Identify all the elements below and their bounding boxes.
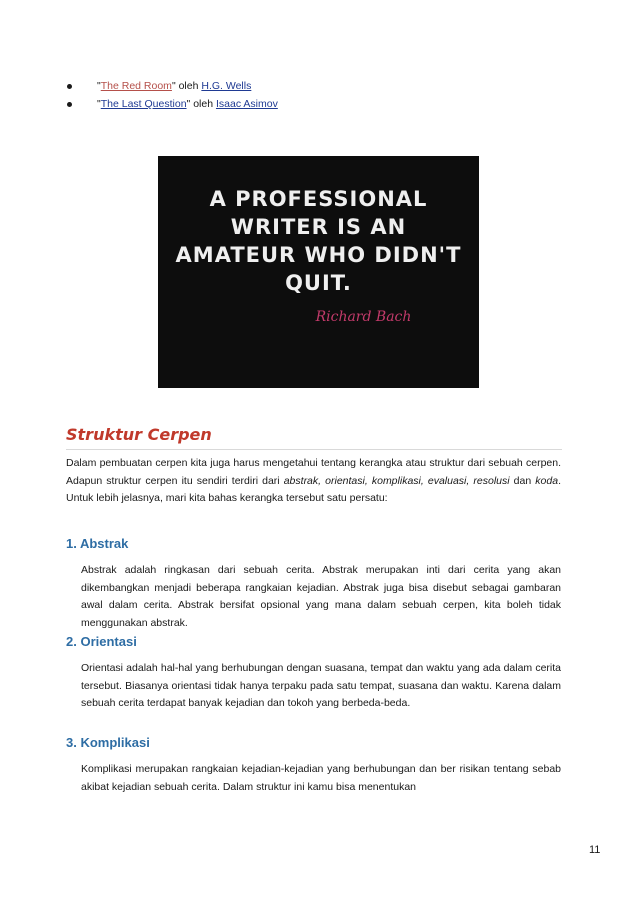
quote-line: WRITER IS AN bbox=[230, 215, 407, 239]
reference-list bbox=[66, 77, 566, 113]
quote-mark: " bbox=[97, 80, 101, 92]
sub-heading-orientasi: 2. Orientasi bbox=[66, 634, 137, 649]
sub-heading-abstrak: 1. Abstrak bbox=[66, 536, 129, 551]
intro-text: . Untuk lebih jelasnya, mari kita bahas kerangka tersebut satu persatu: bbox=[66, 474, 561, 505]
intro-text: dan bbox=[509, 474, 536, 487]
komplikasi-paragraph: Komplikasi merupakan rangkaian kejadian-kejadian yang berhubungan dan ber risikan tentang sebab akibat kejadian sebuah cerita. Dalam struktur ini kamu bisa menentukan bbox=[81, 763, 561, 793]
list-item bbox=[66, 95, 566, 113]
bullet-icon bbox=[67, 102, 72, 107]
bullet-icon bbox=[67, 84, 72, 89]
sub-heading-komplikasi: 3. Komplikasi bbox=[66, 735, 150, 750]
intro-emphasis: abstrak, orientasi, komplikasi, evaluasi, resolusi bbox=[283, 474, 510, 487]
intro-paragraph bbox=[66, 455, 561, 508]
link-hg-wells[interactable]: H.G. Wells bbox=[201, 80, 252, 92]
quote-image bbox=[158, 156, 479, 388]
intro-text: Dalam pembuatan cerpen kita juga harus mengetahui tentang kerangka atau struktur dari sebuah cerpen. Adapun struktur cerpen itu sendiri terdiri dari bbox=[66, 457, 561, 487]
abstrak-paragraph: Abstrak adalah ringkasan dari sebuah cerita. Abstrak merupakan inti dari cerita yang akan dikembangkan menjadi beberapa rangkaian kejadian. Abstrak juga bisa disebut sebagai gambaran awal dalam cerita. Abstrak bersifat opsional yang mana dalam sebuah cerpen, kita boleh tidak menggunakan abstrak. bbox=[81, 564, 561, 629]
link-the-last-question[interactable]: The Last Question bbox=[100, 98, 187, 110]
quote-author: Richard Bach bbox=[315, 309, 412, 325]
link-the-red-room[interactable]: The Red Room bbox=[100, 80, 172, 92]
oleh-text: " oleh bbox=[171, 80, 202, 92]
quote-mark: " bbox=[97, 98, 101, 110]
link-isaac-asimov[interactable]: Isaac Asimov bbox=[215, 98, 278, 110]
quote-line: QUIT. bbox=[285, 271, 352, 295]
list-item bbox=[66, 77, 566, 95]
intro-emphasis: koda bbox=[535, 474, 559, 487]
oleh-text: " oleh bbox=[186, 98, 216, 110]
page-number: 11 bbox=[589, 844, 601, 856]
quote-line: AMATEUR WHO DIDN'T bbox=[175, 243, 462, 267]
section-title: Struktur Cerpen bbox=[66, 425, 562, 450]
orientasi-paragraph: Orientasi adalah hal-hal yang berhubungan dengan suasana, tempat dan waktu yang ada dalam cerita tersebut. Biasanya orientasi tidak hanya terpaku pada satu tempat, suasana dan waktu. Karena dalam sebuah cerita terdapat banyak kejadian dan tokoh yang berbeda-beda. bbox=[81, 662, 561, 710]
quote-line: A PROFESSIONAL bbox=[209, 187, 428, 211]
